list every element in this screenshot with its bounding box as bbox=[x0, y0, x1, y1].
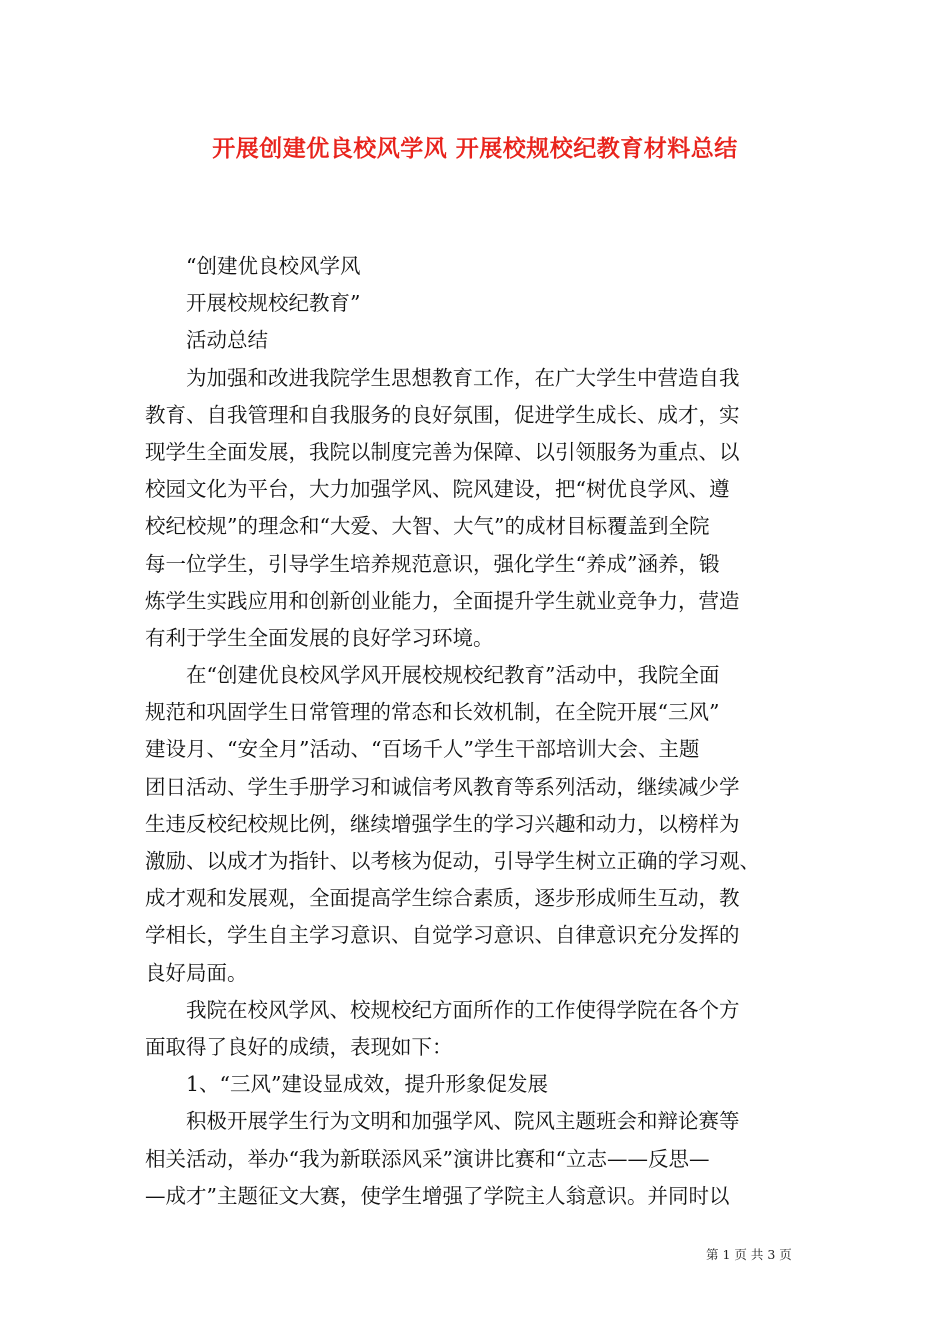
text-line: 1、“三风”建设显成效，提升形象促发展 bbox=[186, 1072, 549, 1097]
text-line: 每一位学生，引导学生培养规范意识，强化学生“养成”涵养，锻 bbox=[145, 551, 720, 576]
text-line: 学相长，学生自主学习意识、自觉学习意识、自律意识充分发挥的 bbox=[145, 923, 740, 948]
text-line: 教育、自我管理和自我服务的良好氛围，促进学生成长、成才，实 bbox=[145, 402, 740, 427]
text-line: 校纪校规”的理念和“大爱、大智、大气”的成材目标覆盖到全院 bbox=[145, 514, 710, 539]
text-line: 团日活动、学生手册学习和诚信考风教育等系列活动，继续减少学 bbox=[145, 774, 740, 799]
text-line: 有利于学生全面发展的良好学习环境。 bbox=[145, 625, 494, 650]
text-line: 规范和巩固学生日常管理的常态和长效机制，在全院开展“三风” bbox=[145, 700, 720, 725]
text-line: 建设月、“安全月”活动、“百场千人”学生干部培训大会、主题 bbox=[145, 737, 700, 762]
text-line: 激励、以成才为指针、以考核为促动，引导学生树立正确的学习观、 bbox=[145, 849, 760, 873]
page-number: 第 1 页 共 3 页 bbox=[706, 1247, 792, 1262]
text-line: 成才观和发展观，全面提高学生综合素质，逐步形成师生互动，教 bbox=[145, 886, 740, 911]
text-line: 为加强和改进我院学生思想教育工作，在广大学生中营造自我 bbox=[186, 365, 740, 390]
text-line: “创建优良校风学风 bbox=[186, 254, 361, 278]
text-line: 相关活动，举办“我为新联添风采”演讲比赛和“立志——反思— bbox=[145, 1146, 710, 1171]
text-line: 校园文化为平台，大力加强学风、院风建设，把“树优良学风、遵 bbox=[145, 477, 730, 502]
text-line: 良好局面。 bbox=[145, 960, 248, 985]
text-line: 活动总结 bbox=[186, 328, 268, 353]
text-line: 生违反校纪校规比例，继续增强学生的学习兴趣和动力，以榜样为 bbox=[145, 811, 740, 836]
text-line: 面取得了良好的成绩，表现如下： bbox=[145, 1034, 453, 1059]
text-line: —成才”主题征文大赛，使学生增强了学院主人翁意识。并同时以 bbox=[145, 1183, 730, 1208]
text-line: 炼学生实践应用和创新创业能力，全面提升学生就业竞争力，营造 bbox=[145, 588, 740, 613]
text-line: 我院在校风学风、校规校纪方面所作的工作使得学院在各个方 bbox=[186, 997, 740, 1022]
text-line: 积极开展学生行为文明和加强学风、院风主题班会和辩论赛等 bbox=[186, 1109, 740, 1134]
document-title: 开展创建优良校风学风 开展校规校纪教育材料总结 bbox=[212, 135, 738, 162]
text-line: 开展校规校纪教育” bbox=[186, 291, 361, 316]
text-line: 在“创建优良校风学风开展校规校纪教育”活动中，我院全面 bbox=[186, 663, 720, 688]
document-body bbox=[145, 248, 807, 1215]
text-line: 现学生全面发展，我院以制度完善为保障、以引领服务为重点、以 bbox=[145, 439, 740, 464]
